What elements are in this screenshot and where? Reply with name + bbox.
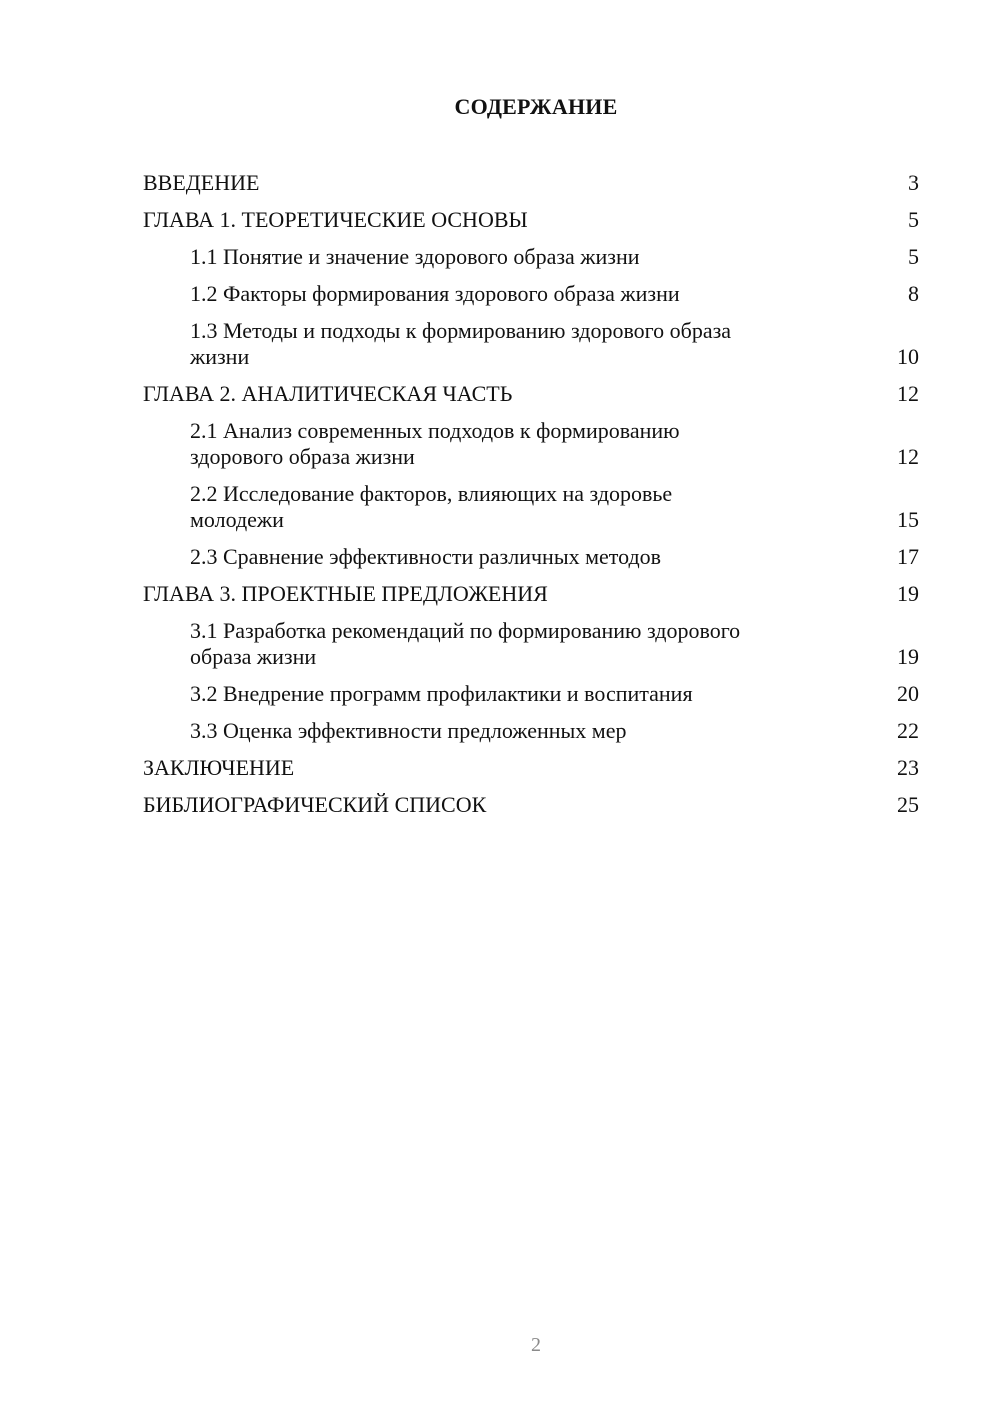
toc-entry-title: 1.3 Методы и подходы к формированию здорового образа жизни [190,318,732,369]
toc-entry [143,718,919,744]
toc-entry-page-number: 19 [897,581,919,606]
toc-entry [143,581,919,607]
toc-entry [143,207,919,233]
toc-entry [143,618,919,670]
toc-entry [143,281,919,307]
table-of-contents [143,170,919,829]
toc-entry-page-number: 20 [897,681,919,706]
toc-entry [143,381,919,407]
toc-entry-page-number: 15 [897,507,919,532]
toc-entry-page-number: 3 [908,170,919,195]
toc-entry [143,481,919,533]
toc-entry-title: ГЛАВА 3. ПРОЕКТНЫЕ ПРЕДЛОЖЕНИЯ [143,581,548,606]
toc-entry [143,244,919,270]
toc-entry-title: ВВЕДЕНИЕ [143,170,260,195]
toc-entry-title: БИБЛИОГРАФИЧЕСКИЙ СПИСОК [143,792,487,817]
toc-entry-title: 2.1 Анализ современных подходов к формированию здорового образа жизни [190,418,680,469]
toc-entry-page-number: 10 [897,344,919,369]
toc-entry-page-number: 5 [908,207,919,232]
toc-entry-page-number: 12 [897,381,919,406]
toc-entry-title: ГЛАВА 1. ТЕОРЕТИЧЕСКИЕ ОСНОВЫ [143,207,528,232]
toc-entry-page-number: 8 [908,281,919,306]
toc-entry [143,318,919,370]
toc-entry-title: 3.1 Разработка рекомендаций по формированию здорового образа жизни [190,618,741,669]
toc-entry [143,170,919,196]
toc-entry-title: 1.2 Факторы формирования здорового образа жизни [190,281,680,306]
toc-entry-title: 3.2 Внедрение программ профилактики и воспитания [190,681,693,706]
toc-entry [143,418,919,470]
toc-entry [143,681,919,707]
toc-entry-page-number: 19 [897,644,919,669]
toc-entry-title: 2.2 Исследование факторов, влияющих на здоровье молодежи [190,481,673,532]
toc-entry [143,755,919,781]
toc-entry-page-number: 17 [897,544,919,569]
toc-entry-page-number: 25 [897,792,919,817]
toc-entry [143,792,919,818]
toc-entry-title: 1.1 Понятие и значение здорового образа жизни [190,244,640,269]
toc-title: СОДЕРЖАНИЕ [454,94,618,119]
toc-entry-title: 3.3 Оценка эффективности предложенных мер [190,718,627,743]
toc-entry-title: 2.3 Сравнение эффективности различных методов [190,544,662,569]
toc-entry [143,544,919,570]
toc-entry-title: ГЛАВА 2. АНАЛИТИЧЕСКАЯ ЧАСТЬ [143,381,513,406]
toc-entry-page-number: 12 [897,444,919,469]
page-number: 2 [531,1334,541,1356]
toc-entry-page-number: 23 [897,755,919,780]
toc-entry-page-number: 22 [897,718,919,743]
toc-entry-title: ЗАКЛЮЧЕНИЕ [143,755,295,780]
toc-entry-page-number: 5 [908,244,919,269]
